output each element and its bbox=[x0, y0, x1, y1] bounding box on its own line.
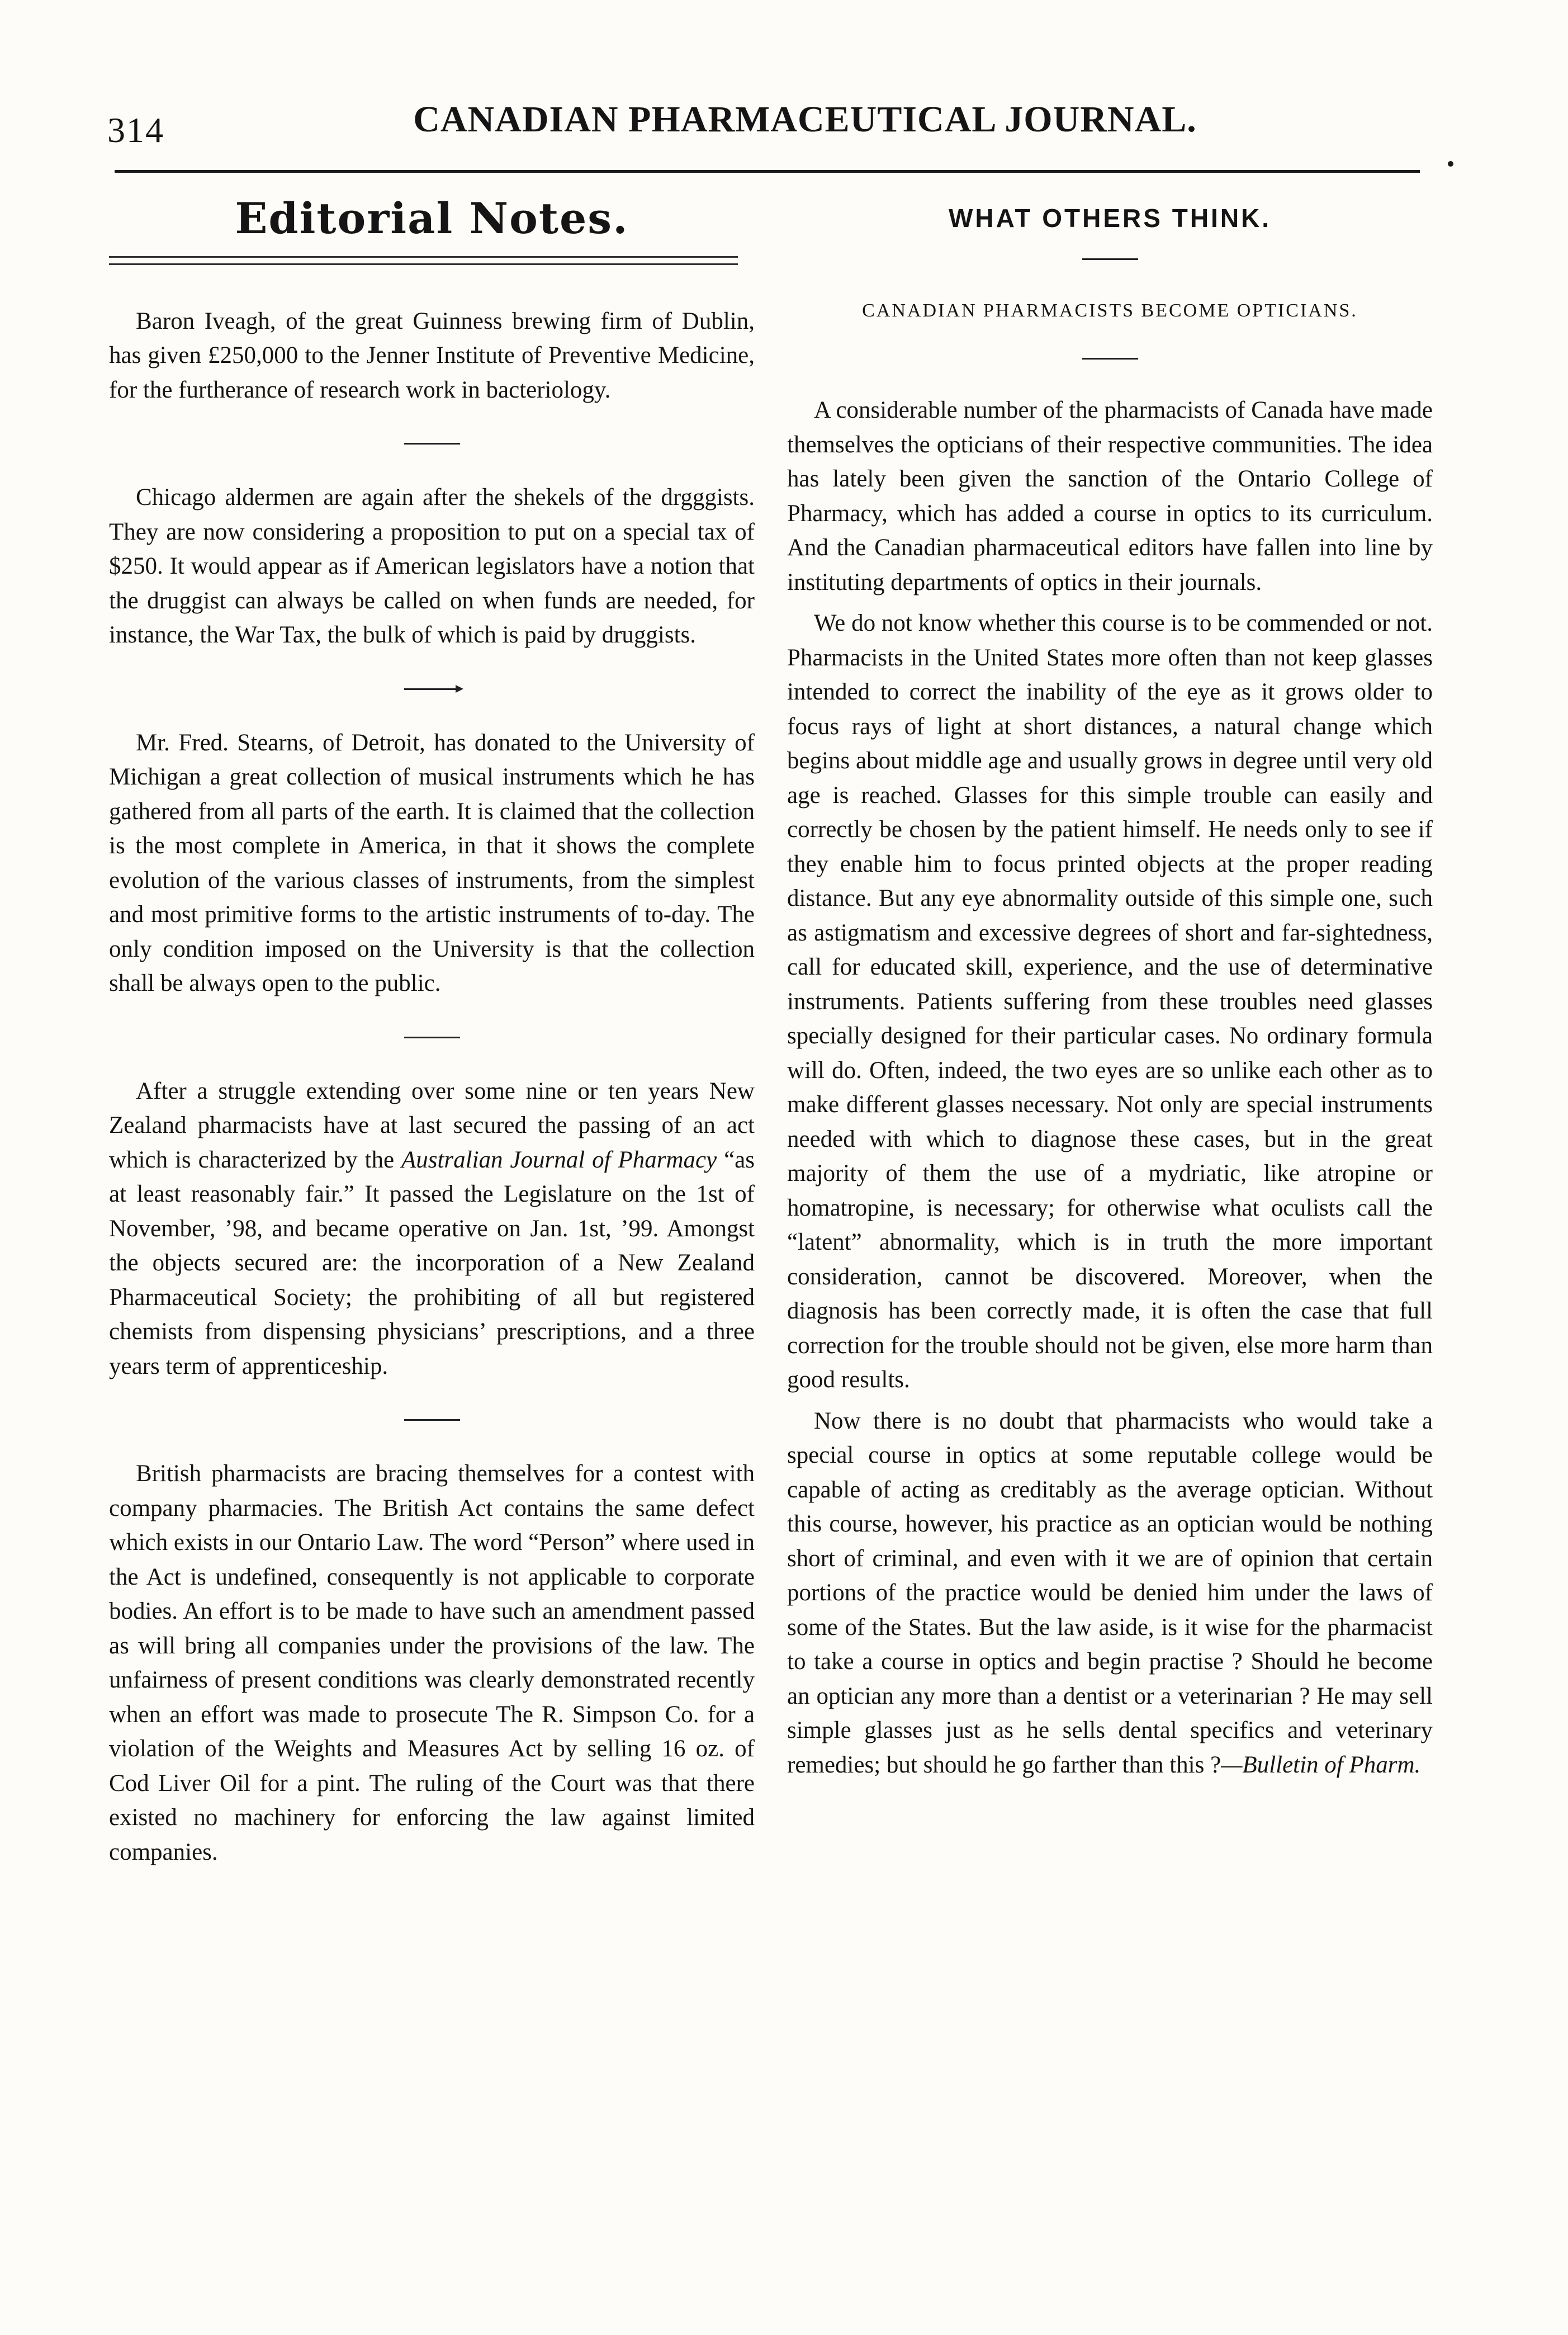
title-double-rule bbox=[109, 256, 738, 265]
editorial-notes-title: Editorial Notes. bbox=[235, 193, 629, 243]
section-rule bbox=[1082, 258, 1138, 260]
note-stearns: Mr. Fred. Stearns, of Detroit, has donated to the University of Michigan a great collection of musical instruments which he has gathered from all parts of the earth. It is claimed that the collection is the most complete in America, in that it shows the complete evolution of the various classes of instruments, from the simplest and most primitive forms to the artistic instruments of to-day. The only condition imposed on the University is that the collection shall be always open to the public. bbox=[109, 729, 755, 996]
note-british: British pharmacists are bracing themselves for a contest with company pharmacies. The British Act contains the same defect which exists in our Ontario Law. The word “Person” where used in the Act is undefined, consequently is not applicable to corporate bodies. An effort is to be made to have such an amendment passed as will bring all companies under the provisions of the law. The unfairness of present conditions was clearly demonstrated recently when an effort was made to prosecute The R. Simpson Co. for a violation of the Weights and Measures Act by selling 16 oz. of Cod Liver Oil for a pint. The ruling of the Court was that there existed no machinery for enforcing the law against limited companies. bbox=[109, 1460, 755, 1865]
article-paragraph: A considerable number of the pharmacists of Canada have made themselves the opticians of their respective communities. The idea has lately been given the sanction of the Ontario College of Pharmacy, which has added a course in optics to its curriculum. And the Canadian pharmaceutical editors have fallen into line by instituting departments of optics in their journals. bbox=[787, 397, 1433, 595]
note-iveagh: Baron Iveagh, of the great Guinness brewing firm of Dublin, has given £250,000 to the Jenner Institute of Preventive Medicine, for the furtherance of research work in bacteriology. bbox=[109, 308, 755, 403]
separator bbox=[404, 1037, 460, 1038]
nz-text-after: “as at least reasonably fair.” It passed the Legislature on the 1st of November, ’98, and became operative on Jan. 1st, ’99. Amongst the objects secured are: the incorporation of a New Zealand Pharmaceutical Society; the prohibiting of all but registered chemists from dispensing physicians’ prescriptions, and a three years term of apprenticeship. bbox=[109, 1146, 755, 1379]
margin-dot bbox=[1448, 161, 1453, 167]
separator bbox=[404, 443, 460, 445]
subheading-rule bbox=[1082, 358, 1138, 360]
note-new-zealand bbox=[109, 1074, 755, 1384]
nz-text-before: After a struggle extending over some nine or ten years New Zealand pharmacists have at last secured the passing of an act which is characterized by the bbox=[109, 1077, 755, 1173]
article-paragraph: We do not know whether this course is to be commended or not. Pharmacists in the United States more often than not keep glasses intended to correct the inability of the eye as it grows older to focus rays of light at short distances, a natural change which begins about middle age and usually grows in degree until very old age is reached. Glasses for this simple trouble can easily and correctly be chosen by the patient himself. He needs only to see if they enable him to focus printed objects at the proper reading distance. But any eye abnormality outside of this simple one, such as astigmatism and excessive degrees of short and far-sightedness, call for educated skill, experience, and the use of determinative instruments. Patients suffering from these troubles need glasses specially designed for their particular cases. No ordinary formula will do. Often, indeed, the two eyes are so unlike each other as to make different glasses necessary. Not only are special instruments needed with which to diagnose these cases, but in the great majority of them the use of a mydriatic, like atropine or homatropine, is necessary; for otherwise what oculists call the “latent” abnormality, which is in truth the more important consideration, cannot be discovered. Moreover, when the diagnosis has been correctly made, it is often the case that full correction for the trouble should not be given, else more harm than good results. bbox=[787, 610, 1433, 1393]
last-paragraph-text: Now there is no doubt that pharmacists who would take a special course in optics at some reputable college would be capable of acting as creditably as the average optician. Without this course, however, his practice as an optician would be nothing short of criminal, and even with it we are of opinion that certain portions of the practice would be denied him under the laws of some of the States. But the law aside, is it wise for the pharmacist to take a course in optics and begin practise ? Should he become an optician any more than a dentist or a veterinarian ? He may sell simple glasses just as he sells dental specifics and veterinary remedies; but should he go farther than this ? bbox=[787, 1407, 1433, 1778]
separator bbox=[404, 1419, 460, 1421]
page-number: 314 bbox=[107, 110, 164, 150]
section-title: WHAT OTHERS THINK. bbox=[948, 204, 1272, 233]
nz-journal-name: Australian Journal of Pharmacy bbox=[401, 1146, 717, 1173]
note-chicago: Chicago aldermen are again after the shekels of the drgggists. They are now considering a proposition to put on a special tax of $250. It would appear as if American legislators have a notion that the druggist can always be called on when funds are needed, for instance, the War Tax, the bulk of which is paid by druggists. bbox=[109, 484, 755, 648]
article-paragraph-last bbox=[787, 1404, 1433, 1783]
separator-arrow bbox=[404, 688, 460, 690]
article-subheading: CANADIAN PHARMACISTS BECOME OPTICIANS. bbox=[862, 300, 1358, 321]
journal-title: CANADIAN PHARMACEUTICAL JOURNAL. bbox=[413, 99, 1197, 140]
header-rule bbox=[115, 170, 1420, 173]
left-column bbox=[109, 190, 755, 1869]
right-column bbox=[787, 190, 1433, 1789]
source-citation: —Bulletin of Pharm. bbox=[1221, 1751, 1421, 1778]
